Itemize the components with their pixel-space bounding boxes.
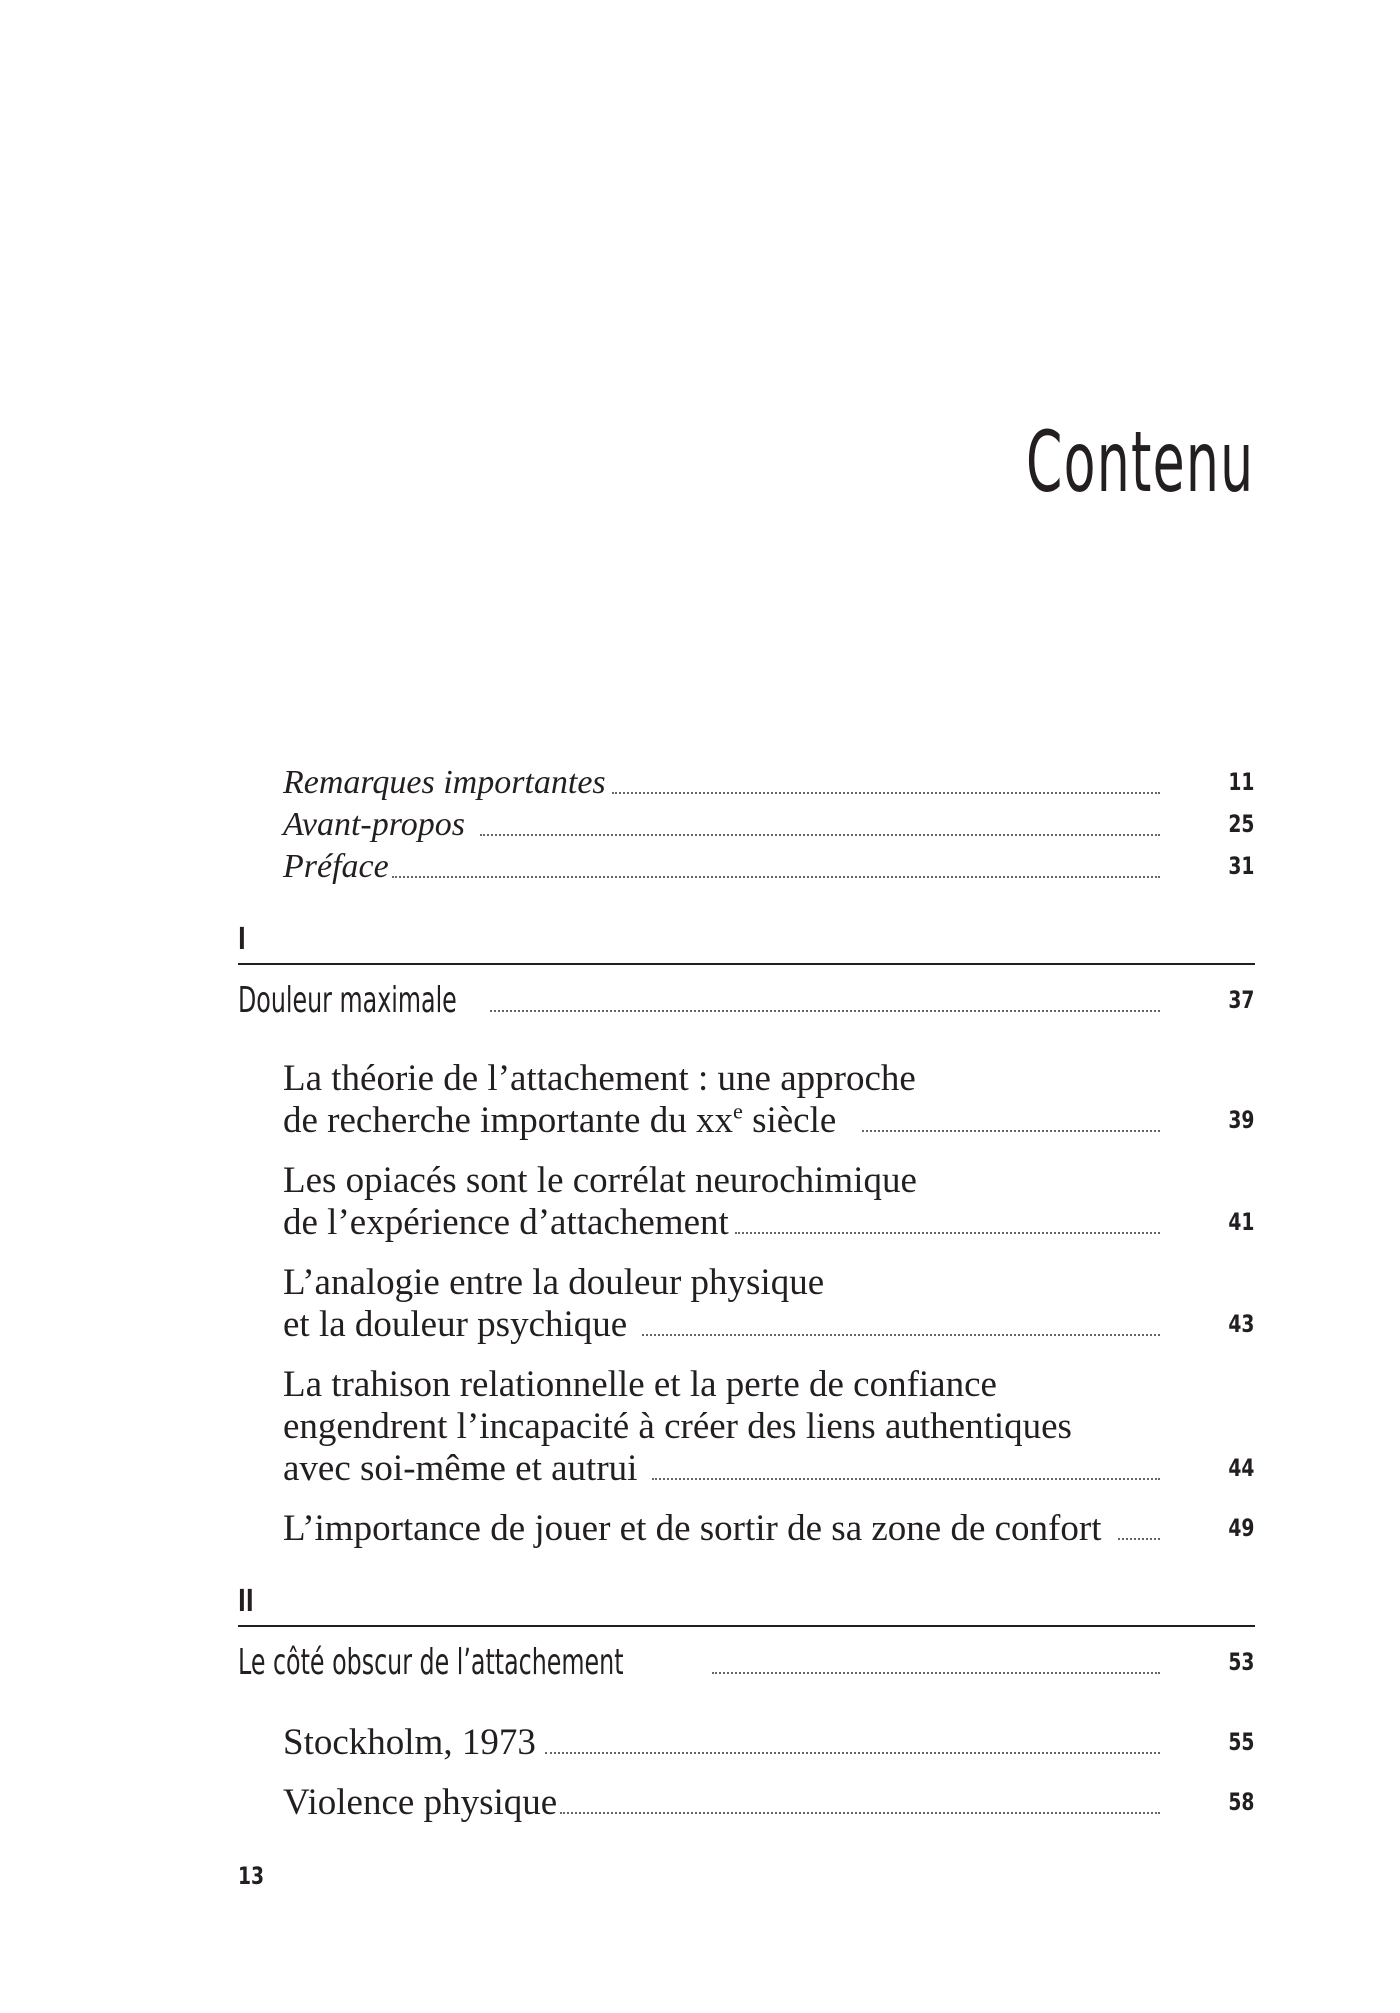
toc-entry[interactable] <box>0 1058 1400 1100</box>
toc-entry[interactable] <box>0 1100 1400 1142</box>
toc-page-number: 39 <box>1227 1106 1254 1134</box>
toc-leader <box>490 1010 1160 1012</box>
toc-entry[interactable] <box>0 1304 1400 1346</box>
toc-page-number: 44 <box>1227 1454 1254 1482</box>
toc-entry-label: Remarques importantes <box>283 764 606 801</box>
toc-leader <box>612 792 1160 794</box>
toc-leader <box>545 1752 1160 1754</box>
toc-entry-label: Avant-propos <box>283 806 465 843</box>
toc-entry[interactable] <box>0 1448 1400 1490</box>
toc-leader <box>862 1130 1160 1132</box>
toc-entry[interactable] <box>0 1364 1400 1406</box>
part-divider <box>238 1625 1255 1627</box>
toc-leader <box>480 834 1160 836</box>
toc-entry[interactable] <box>0 1406 1400 1448</box>
toc-page-number: 53 <box>1227 1648 1254 1676</box>
toc-entry-line: engendrent l’incapacité à créer des liens authentiques <box>283 1406 1072 1447</box>
toc-page-number: 25 <box>1227 810 1254 838</box>
toc-entry[interactable] <box>0 1782 1400 1824</box>
toc-entry-line: La trahison relationnelle et la perte de confiance <box>283 1364 997 1405</box>
toc-entry[interactable] <box>0 1722 1400 1764</box>
toc-page-number: 58 <box>1227 1788 1254 1816</box>
toc-entry-line: L’analogie entre la douleur physique <box>283 1262 825 1303</box>
toc-entry-preface[interactable] <box>0 846 1400 888</box>
toc-leader <box>392 876 1160 878</box>
toc-entry[interactable] <box>0 1202 1400 1244</box>
toc-page-number: 37 <box>1227 986 1254 1014</box>
toc-entry-label: Préface <box>283 848 389 885</box>
toc-page-number: 55 <box>1227 1728 1254 1756</box>
toc-entry[interactable] <box>0 1160 1400 1202</box>
toc-entry-line: de l’expérience d’attachement <box>283 1202 729 1243</box>
toc-leader <box>560 1812 1160 1814</box>
toc-leader <box>1118 1538 1160 1540</box>
toc-page-number: 41 <box>1227 1208 1254 1236</box>
toc-entry[interactable] <box>0 1262 1400 1304</box>
toc-leader <box>642 1334 1160 1336</box>
toc-entry-line: de recherche importante du $xx^e$ siècle <box>283 1098 837 1141</box>
part-number: II <box>238 1584 254 1619</box>
toc-entry-line: avec soi-même et autrui <box>283 1448 638 1489</box>
toc-page-number: 43 <box>1227 1310 1254 1338</box>
part-title: Le côté obscur de l’attachement <box>238 1642 624 1683</box>
toc-entry[interactable] <box>0 1508 1400 1550</box>
page-title: Contenu <box>1025 413 1254 511</box>
part-divider <box>238 963 1255 965</box>
toc-entry-line: Les opiacés sont le corrélat neurochimique <box>283 1160 917 1201</box>
part-number: I <box>238 922 246 957</box>
toc-entry-line: La théorie de l’attachement : une approche <box>283 1058 916 1099</box>
toc-entry-line: et la douleur psychique <box>283 1304 628 1345</box>
part-title-row[interactable] <box>0 980 1400 1022</box>
toc-page-number: 11 <box>1227 768 1254 796</box>
part-title: Douleur maximale <box>238 980 457 1021</box>
page-number: 13 <box>238 1862 265 1890</box>
toc-leader <box>712 1672 1160 1674</box>
toc-page-number: 49 <box>1227 1514 1254 1542</box>
toc-leader <box>652 1478 1160 1480</box>
toc-entry-remarques[interactable] <box>0 762 1400 804</box>
toc-leader <box>735 1232 1160 1234</box>
toc-entry-line: L’importance de jouer et de sortir de sa zone de confort <box>283 1508 1102 1549</box>
toc-page-number: 31 <box>1227 852 1254 880</box>
toc-entry-line: Violence physique <box>283 1782 558 1823</box>
toc-entry-avant-propos[interactable] <box>0 804 1400 846</box>
part-title-row[interactable] <box>0 1642 1400 1684</box>
toc-entry-line: Stockholm, 1973 <box>283 1722 536 1763</box>
